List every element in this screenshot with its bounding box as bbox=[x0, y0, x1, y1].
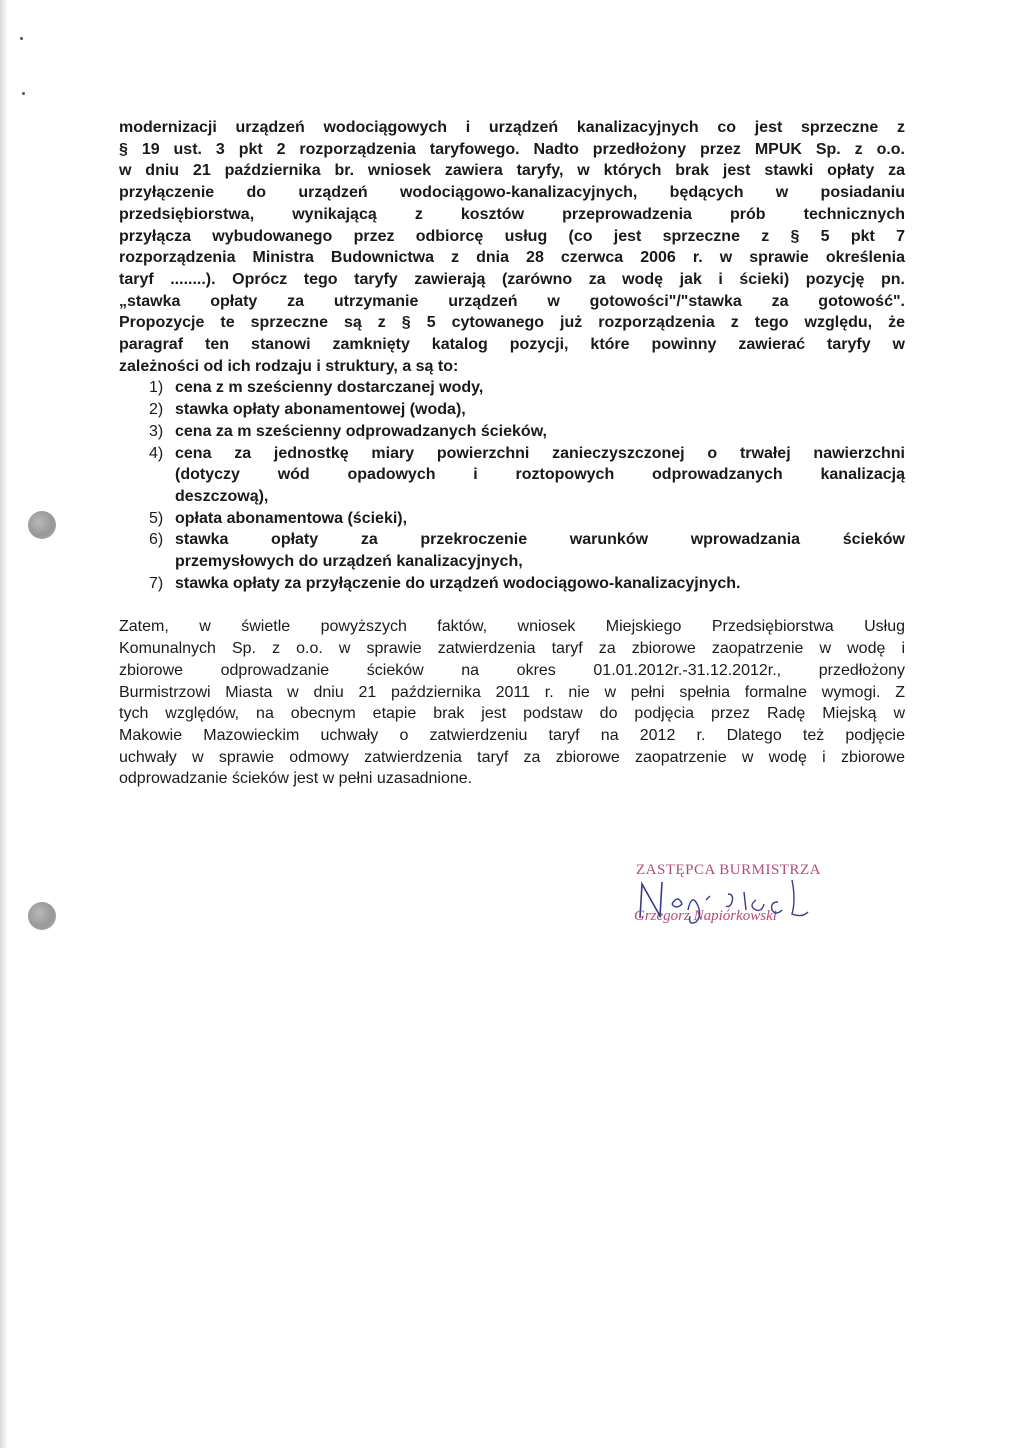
text-line: przyłączenie do urządzeń wodociągowo-kanalizacyjnych, będących w posiadaniu bbox=[119, 184, 905, 202]
text-line: Zatem, w świetle powyższych faktów, wniosek Miejskiego Przedsiębiorstwa Usług bbox=[119, 618, 905, 636]
list-item bbox=[119, 529, 905, 572]
text-line: cena za jednostkę miary powierzchni zanieczyszczonej o trwałej nawierzchni bbox=[175, 444, 905, 462]
text-line: Burmistrzowi Miasta w dniu 21 października 2011 r. nie w pełni spełnia formalne wymogi. Z bbox=[119, 683, 905, 701]
text-line: § 19 ust. 3 pkt 2 rozporządzenia taryfowego. Nadto przedłożony przez MPUK Sp. z o.o. bbox=[119, 140, 905, 158]
stamp-title: ZASTĘPCA BURMISTRZA bbox=[636, 862, 821, 878]
text-line: przemysłowych do urządzeń kanalizacyjnych, bbox=[175, 553, 523, 571]
list-item bbox=[119, 377, 905, 399]
tariff-positions-list bbox=[119, 377, 905, 594]
text-line: opłata abonamentowa (ścieki), bbox=[175, 509, 408, 527]
list-item bbox=[119, 421, 905, 443]
text-line: Makowie Mazowieckim uchwały o zatwierdzeniu taryf na 2012 r. Dlatego też podjęcie bbox=[119, 726, 905, 744]
list-item-text bbox=[175, 421, 905, 443]
official-stamp bbox=[632, 860, 832, 940]
text-line: cena z m sześcienny dostarczanej wody, bbox=[175, 379, 484, 397]
text-line: tych względów, na obecnym etapie brak jest podstaw do podjęcia przez Radę Miejską w bbox=[119, 705, 905, 723]
scan-speck bbox=[22, 92, 25, 95]
text-line: cena za m sześcienny odprowadzanych ścieków, bbox=[175, 422, 547, 440]
text-line: deszczową), bbox=[175, 487, 269, 505]
text-line: stawka opłaty abonamentowej (woda), bbox=[175, 401, 466, 419]
list-item-number: 6) bbox=[149, 531, 164, 549]
text-line: w dniu 21 października br. wniosek zawiera taryfy, w których brak jest stawki opłaty za bbox=[119, 162, 905, 180]
text-line: stawka opłaty za przyłączenie do urządzeń wodociągowo-kanalizacyjnych. bbox=[175, 574, 741, 592]
list-item-text bbox=[175, 443, 905, 508]
paragraph-conclusion bbox=[119, 616, 905, 790]
list-item-number: 3) bbox=[149, 422, 164, 440]
list-item-number: 5) bbox=[149, 509, 164, 527]
list-item-number: 7) bbox=[149, 574, 164, 592]
document-body bbox=[119, 117, 905, 790]
list-item-text bbox=[175, 399, 905, 421]
text-line: modernizacji urządzeń wodociągowych i urządzeń kanalizacyjnych co jest sprzeczne z bbox=[119, 119, 905, 136]
text-line: przedsiębiorstwa, wynikającą z kosztów przeprowadzenia prób technicznych bbox=[119, 205, 905, 223]
punch-hole-bottom bbox=[28, 902, 56, 930]
text-line: Propozycje te sprzeczne są z § 5 cytowanego już rozporządzenia z tego względu, że bbox=[119, 314, 905, 332]
page-edge-shadow bbox=[0, 0, 8, 1448]
text-line: uchwały w sprawie odmowy zatwierdzenia taryf za zbiorowe zaopatrzenie w wodę i zbiorowe bbox=[119, 748, 905, 766]
handwritten-signature bbox=[632, 860, 832, 940]
text-line: zależności od ich rodzaju i struktury, a są to: bbox=[119, 357, 459, 375]
scan-speck bbox=[20, 37, 23, 40]
list-item-text bbox=[175, 529, 905, 572]
text-line: „stawka opłaty za utrzymanie urządzeń w gotowości"/"stawka za gotowość". bbox=[119, 292, 905, 310]
text-line: taryf ........). Oprócz tego taryfy zawierają (zarówno za wodę jak i ścieki) pozycję pn. bbox=[119, 270, 905, 288]
list-item bbox=[119, 508, 905, 530]
text-line: zbiorowe odprowadzanie ścieków na okres 01.01.2012r.-31.12.2012r., przedłożony bbox=[119, 661, 905, 679]
list-item-text bbox=[175, 377, 905, 399]
text-line: przyłącza wybudowanego przez odbiorcę usług (co jest sprzeczne z § 5 pkt 7 bbox=[119, 227, 905, 245]
text-line: paragraf ten stanowi zamknięty katalog pozycji, które powinny zawierać taryfy w bbox=[119, 336, 905, 354]
paragraph-tariff-objections bbox=[119, 117, 905, 377]
text-line: Komunalnych Sp. z o.o. w sprawie zatwierdzenia taryf za zbiorowe zaopatrzenie w wodę i bbox=[119, 640, 905, 658]
text-line: rozporządzenia Ministra Budownictwa z dnia 28 czerwca 2006 r. w sprawie określenia bbox=[119, 249, 905, 267]
stamp-name: Grzegorz Napiórkowski bbox=[634, 908, 777, 924]
text-line: odprowadzanie ścieków jest w pełni uzasadnione. bbox=[119, 770, 473, 788]
text-line: stawka opłaty za przekroczenie warunków wprowadzania ścieków bbox=[175, 531, 905, 549]
punch-hole-top bbox=[28, 511, 56, 539]
list-item-number: 2) bbox=[149, 401, 164, 419]
list-item-number: 1) bbox=[149, 379, 164, 397]
list-item bbox=[119, 399, 905, 421]
list-item-number: 4) bbox=[149, 444, 164, 462]
list-item-text bbox=[175, 573, 905, 595]
list-item bbox=[119, 573, 905, 595]
list-item bbox=[119, 443, 905, 508]
text-line: (dotyczy wód opadowych i roztopowych odprowadzanych kanalizacją bbox=[175, 466, 905, 484]
list-item-text bbox=[175, 508, 905, 530]
